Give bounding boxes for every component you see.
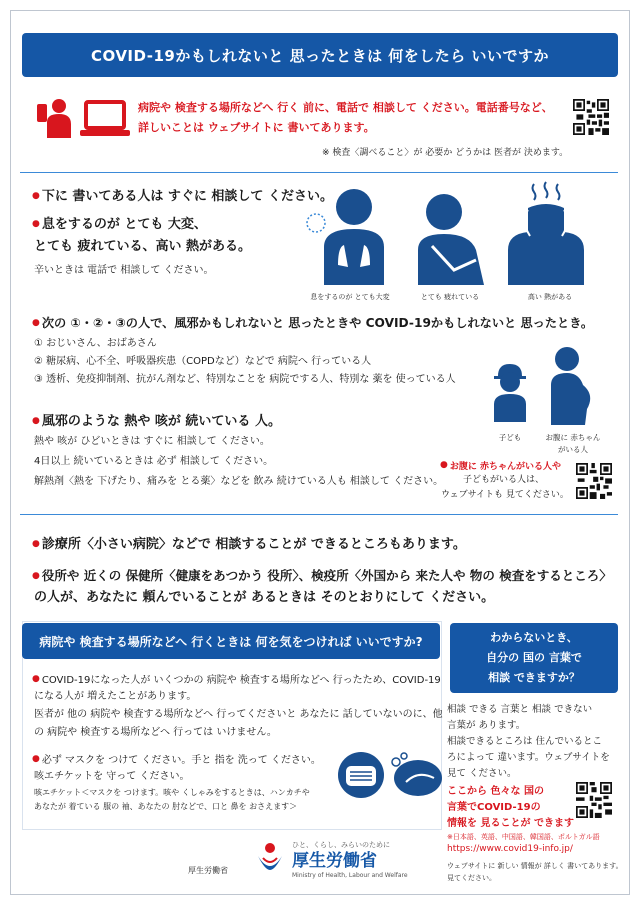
fig-label-child: 子ども	[498, 433, 522, 442]
section4-line-1: ● 診療所〈小さい病院〉などで 相談することが できるところもあります。	[32, 533, 466, 556]
language-text-2: 言葉が あります。	[447, 720, 526, 731]
handwash-icon	[388, 752, 442, 798]
section3-line-3: 解熱剤〈熱を 下げたり、痛みを とる薬〉などを 飲み 続けている人も 相談して ください。	[34, 476, 444, 487]
precautions-small-1: 咳エチケット＜マスクを つけます。咳や くしゃみをするときは、ハンカチや	[34, 788, 310, 797]
language-url[interactable]: https://www.covid19-info.jp/	[447, 844, 573, 854]
precautions-small-2: あなたが 着ている 服の 袖、あなたの 肘などで、口と 鼻を おさえます＞	[34, 802, 298, 811]
precautions-p1-line-4: の 病院や 検査する場所などへ 行っては いけません。	[34, 727, 277, 738]
language-text-3: 相談できるところは 住んでいるとこ	[447, 736, 603, 747]
language-text-4: ろによって 違います。ウェブサイトを	[447, 752, 610, 763]
qr-code-icon[interactable]	[576, 782, 612, 818]
mask-icon	[336, 752, 386, 798]
fig-label-pregnant-2: がいる人	[558, 445, 588, 454]
precautions-p1-line-2: になる人が 増えたことがあります。	[34, 691, 197, 702]
section1-item1-line2: とても 疲れている、高い 熱がある。	[34, 239, 252, 254]
logo-tagline: ひと、くらし、みらいのために	[292, 841, 390, 849]
section4-line-2a: ● 役所や 近くの 保健所〈健康をあつかう 役所〉、検疫所〈外国から 来た人や 物の 検査をするところ〉	[32, 565, 612, 587]
fig-label-breathing: 息をするのが とても大変	[310, 293, 390, 301]
fever-person-icon	[500, 180, 592, 285]
language-footer-2: 見てください。	[447, 874, 496, 882]
intro-note: ※ 検査〈調べること〉が 必要か どうかは 医者が 決めます。	[322, 148, 569, 158]
precautions-p1-line-1: ● COVID-19になった人が いくつかの 病院や 検査する場所などへ 行ったため、COVID-19	[32, 670, 441, 690]
language-text-1: 相談 できる 言葉と 相談 できない	[447, 704, 593, 715]
tired-person-icon	[410, 190, 490, 285]
precautions-p2-line-1: ● 必ず マスクを つけて ください。手と 指を 洗って ください。	[32, 750, 321, 770]
logo-english: Ministry of Health, Labour and Welfare	[292, 872, 408, 879]
section4-line-2b: の人が、あなたに 頼んでいることが あるときは そのとおりにして ください。	[34, 590, 495, 605]
section1-item1-line1: ● 息をするのが とても 大変、	[32, 213, 207, 236]
section3-lead: ● 風邪のような 熱や 咳が 続いている 人。	[32, 410, 281, 433]
divider	[20, 172, 618, 173]
section2-item-1: ① おじいさん、おばあさん	[34, 338, 157, 349]
language-footer-1: ウェブサイトに 新しい 情報が 詳しく 書いてあります。	[447, 862, 623, 870]
language-red-1: ここから 色々な 国の	[447, 786, 544, 797]
page-title: COVID-19かもしれないと 思ったときは 何をしたら いいですか	[22, 33, 618, 77]
fig-label-pregnant: お腹に 赤ちゃん	[545, 433, 601, 442]
intro-line-2: 詳しいことは ウェブサイトに 書いてあります。	[138, 121, 375, 134]
fig-label-fever: 高い 熱がある	[527, 293, 573, 301]
divider	[20, 514, 618, 515]
section1-item1-note: 辛いときは 電話で 相談して ください。	[34, 265, 214, 276]
laptop-icon	[80, 100, 130, 138]
pregnant-note-2: 子どもがいる人は、	[463, 475, 545, 485]
intro-line-1: 病院や 検査する場所などへ 行く 前に、電話で 相談して ください。電話番号など、	[138, 101, 553, 114]
section2-item-3: ③ 透析、免疫抑制剤、抗がん剤など、特別なことを 病院でする人、特別な 薬を 使っている人	[34, 374, 456, 385]
ministry-small-label: 厚生労働省	[188, 866, 228, 875]
child-icon	[490, 362, 530, 422]
language-box-line-3: 相談 できますか？	[488, 671, 580, 684]
fig-label-tired: とても 疲れている	[420, 293, 480, 301]
precautions-p2-line-2: 咳エチケットを 守って ください。	[34, 771, 190, 782]
section2-item-2: ② 糖尿病、心不全、呼吸器疾患（COPDなど）などで 病院へ 行っている人	[34, 356, 372, 367]
precautions-p1-line-3: 医者が 他の 病院や 検査する場所などへ 行ってくださいと あなたに 話していないのに、他	[34, 709, 443, 720]
language-box	[450, 623, 618, 693]
qr-code-icon[interactable]	[576, 463, 612, 499]
precautions-title: 病院や 検査する場所などへ 行くときは 何を気をつければ いいですか?	[22, 623, 440, 659]
breathing-person-icon	[304, 185, 394, 285]
section2-lead: ● 次の ①・②・③の人で、風邪かもしれないと 思ったときや COVID-19かもしれないと 思ったとき。	[32, 313, 593, 333]
qr-code-icon[interactable]	[573, 99, 609, 135]
pregnant-note-1: ● お腹に 赤ちゃんがいる人や	[440, 458, 561, 475]
language-box-line-1: わからないとき、	[490, 631, 578, 644]
language-text-5: 見て ください。	[447, 768, 517, 779]
language-box-line-2: 自分の 国の 言葉で	[486, 651, 582, 664]
section3-line-1: 熱や 咳が ひどいときは すぐに 相談して ください。	[34, 436, 270, 447]
logo-name: 厚生労働省	[292, 851, 377, 871]
pregnant-person-icon	[545, 345, 595, 425]
section3-line-2: 4日以上 続いているときは 必ず 相談して ください。	[34, 456, 274, 467]
pregnant-note-3: ウェブサイトも 見てください。	[441, 490, 569, 500]
language-list: ※日本語、英語、中国語、韓国語、ポルトガル語	[447, 833, 600, 841]
ministry-logo-icon	[255, 842, 285, 876]
language-red-3: 情報を 見ることが できます	[447, 818, 574, 829]
section1-lead: ● 下に 書いてある人は すぐに 相談して ください。	[32, 185, 333, 208]
phone-person-icon	[35, 96, 73, 138]
language-red-2: 言葉でCOVID-19の	[447, 802, 541, 813]
